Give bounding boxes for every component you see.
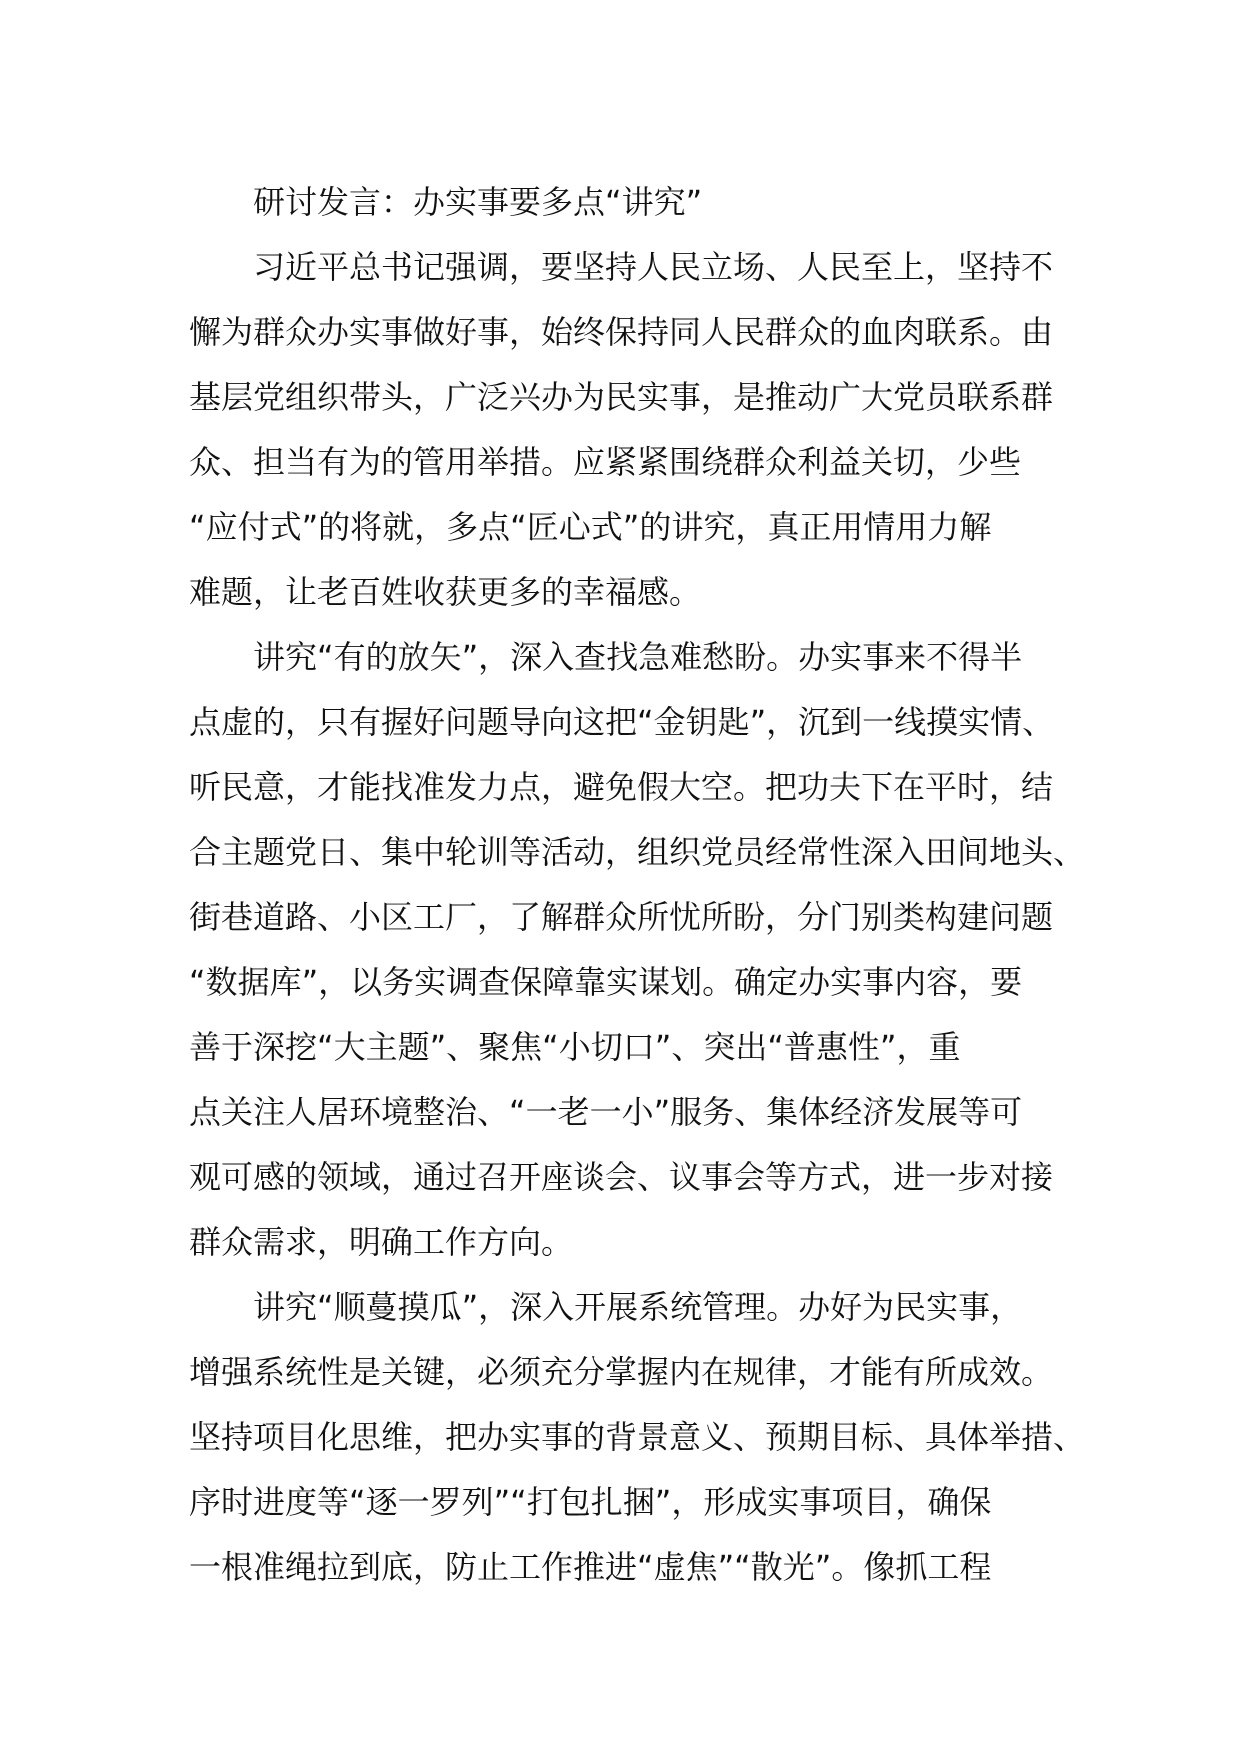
paragraph-line: 街巷道路、小区工厂，了解群众所忧所盼，分门别类构建问题: [189, 898, 1054, 936]
paragraph-line: 难题，让老百姓收获更多的幸福感。: [189, 573, 702, 611]
document-body: [189, 170, 1086, 1600]
paragraph-line: 一根准绳拉到底，防止工作推进“虚焦”“散光”。像抓工程: [189, 1548, 992, 1586]
paragraph-line: 讲究“顺蔓摸瓜”，深入开展系统管理。办好为民实事，: [253, 1288, 1023, 1326]
paragraph-line: 观可感的领域，通过召开座谈会、议事会等方式，进一步对接: [189, 1158, 1054, 1196]
paragraph-line: 懈为群众办实事做好事，始终保持同人民群众的血肉联系。由: [189, 313, 1054, 351]
paragraph-line: 点关注人居环境整治、“一老一小”服务、集体经济发展等可: [189, 1093, 1023, 1131]
paragraph-line: 增强系统性是关键，必须充分掌握内在规律，才能有所成效。: [189, 1353, 1054, 1391]
paragraph-3: [189, 1275, 1086, 1600]
paragraph-line: 序时进度等“逐一罗列”“打包扎捆”，形成实事项目，确保: [189, 1483, 992, 1521]
document-title: 研讨发言：办实事要多点“讲究”: [253, 183, 703, 221]
paragraph-line: 点虚的，只有握好问题导向这把“金钥匙”，沉到一线摸实情、: [189, 703, 1055, 741]
paragraph-line: 坚持项目化思维，把办实事的背景意义、预期目标、具体举措、: [189, 1418, 1086, 1456]
paragraph-line: 合主题党日、集中轮训等活动，组织党员经常性深入田间地头、: [189, 833, 1086, 871]
paragraph-2: [189, 625, 1086, 1275]
paragraph-line: 听民意，才能找准发力点，避免假大空。把功夫下在平时，结: [189, 768, 1054, 806]
paragraph-line: 讲究“有的放矢”，深入查找急难愁盼。办实事来不得半: [253, 638, 1023, 676]
paragraph-line: “应付式”的将就，多点“匠心式”的讲究，真正用情用力解: [189, 508, 992, 546]
paragraph-line: 习近平总书记强调，要坚持人民立场、人民至上，坚持不: [253, 248, 1054, 286]
paragraph-1: [189, 235, 1054, 625]
paragraph-line: 基层党组织带头，广泛兴办为民实事，是推动广大党员联系群: [189, 378, 1054, 416]
paragraph-line: 善于深挖“大主题”、聚焦“小切口”、突出“普惠性”，重: [189, 1028, 961, 1066]
paragraph-line: “数据库”，以务实调查保障靠实谋划。确定办实事内容，要: [189, 963, 1023, 1001]
paragraph-line: 众、担当有为的管用举措。应紧紧围绕群众利益关切，少些: [189, 443, 1022, 481]
paragraph-line: 群众需求，明确工作方向。: [189, 1223, 574, 1261]
